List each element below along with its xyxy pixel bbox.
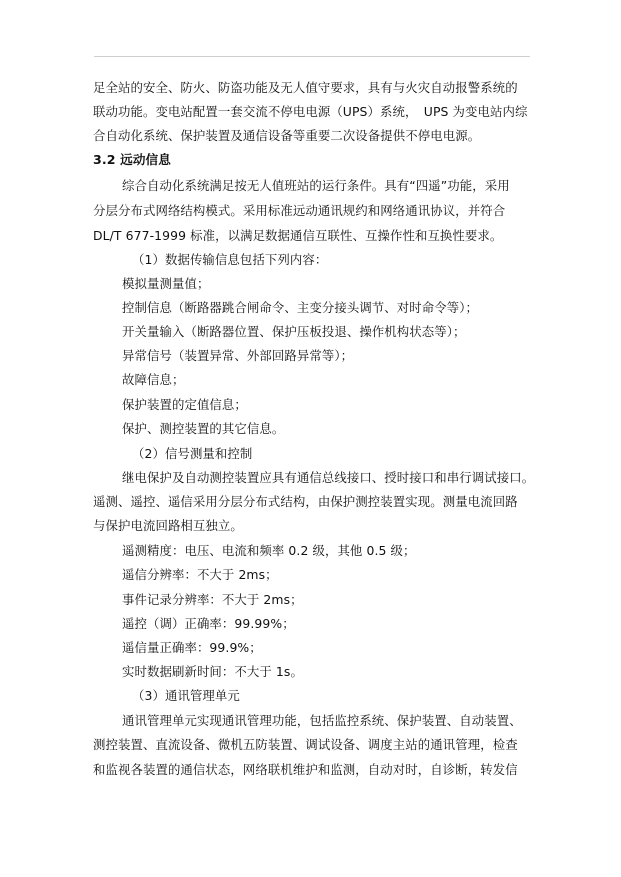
list-heading-3: （3）通讯管理单元 [132,688,240,703]
body-line-2: 联动功能。变电站配置一套交流不停电电源（UPS）系统， UPS 为变电站内综 [93,104,528,119]
body-line-11: 测控装置、直流设备、微机五防装置、调试设备、调度主站的通讯管理，检查 [93,737,518,752]
list-item-4: 异常信号（装置异常、外部回路异常等）； [122,348,354,363]
list-item-1: 模拟量测量值； [122,276,210,291]
body-line-12: 和监视各装置的通信状态，网络联机维护和监测，自动对时，自诊断，转发信 [93,762,518,777]
spec-line-1: 遥测精度：电压、电流和频率 0.2 级，其他 0.5 级； [122,543,416,558]
list-item-2: 控制信息（断路器跳合闸命令、主变分接头调节、对时命令等）； [122,300,479,315]
body-line-8: 遥测、遥控、遥信采用分层分布式结构，由保护测控装置实现。测量电流回路 [93,494,518,509]
body-line-5: 分层分布式网络结构模式。采用标准远动通讯规约和网络通讯协议，并符合 [93,203,506,218]
list-heading-2: （2）信号测量和控制 [132,446,253,461]
section-number: 3.2 [93,152,116,167]
list-item-7: 保护、测控装置的其它信息。 [122,421,285,436]
section-title: 远动信息 [120,152,171,167]
body-line-7: 继电保护及自动测控装置应具有通信总线接口、授时接口和串行调试接口。 [122,470,535,485]
list-heading-1: （1）数据传输信息包括下列内容： [132,252,328,267]
spec-line-6: 实时数据刷新时间：不大于 1s。 [122,664,303,679]
list-item-3: 开关量输入（断路器位置、保护压板投退、操作机构状态等）； [122,324,466,339]
body-line-6: DL/T 677-1999 标准，以满足数据通信互联性、互操作性和互换性要求。 [93,228,503,243]
list-item-5: 故障信息； [122,372,185,387]
spec-line-4: 遥控（调）正确率：99.99%； [122,616,295,631]
body-line-9: 与保护电流回路相互独立。 [93,518,243,533]
spec-line-2: 遥信分辨率：不大于 2ms； [122,567,278,582]
list-item-6: 保护装置的定值信息； [122,397,247,412]
spec-line-3: 事件记录分辨率：不大于 2ms； [122,592,303,607]
section-heading [93,152,171,168]
body-line-3: 合自动化系统、保护装置及通信设备等重要二次设备提供不停电电源。 [93,128,481,143]
spec-line-5: 遥信量正确率：99.9%； [122,640,262,655]
body-line-4: 综合自动化系统满足按无人值班站的运行条件。具有“四遥”功能，采用 [122,178,510,193]
body-line-10: 通讯管理单元实现通讯管理功能，包括监控系统、保护装置、自动装置、 [122,713,522,728]
body-line-1: 足全站的安全、防火、防盗功能及无人值守要求，具有与火灾自动报警系统的 [93,80,518,95]
header-rule [94,56,530,57]
